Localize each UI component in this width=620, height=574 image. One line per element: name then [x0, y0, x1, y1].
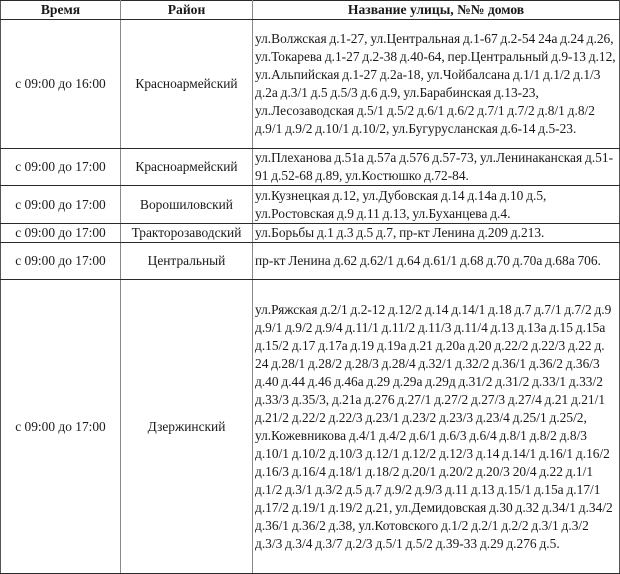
- district-cell: Ворошиловский: [121, 186, 253, 224]
- streets-cell: ул.Кузнецкая д.12, ул.Дубовская д.14 д.14а д.10 д.5, ул.Ростовская д.9 д.11 д.13, ул.Буханцева д.4.: [253, 186, 620, 224]
- column-header-streets: Название улицы, №№ домов: [253, 1, 620, 20]
- time-cell: с 09:00 до 17:00: [1, 280, 121, 574]
- streets-cell: пр-кт Ленина д.62 д.62/1 д.64 д.61/1 д.68 д.70 д.70а д.68а 706.: [253, 243, 620, 280]
- time-cell: с 09:00 до 17:00: [1, 149, 121, 186]
- district-cell: Тракторозаводский: [121, 224, 253, 243]
- district-cell: Красноармейский: [121, 149, 253, 186]
- district-cell: Центральный: [121, 243, 253, 280]
- time-cell: с 09:00 до 17:00: [1, 243, 121, 280]
- table-row: [1, 243, 620, 280]
- streets-cell: ул.Волжская д.1-27, ул.Центральная д.1-67 д.2-54 24а д.24 д.26, ул.Токарева д.1-27 д.2-38 д.40-64, пер.Центральный д.9-13 д.12, ул.Альпийская д.1-27 д.2а-18, ул.Чойбалсана д.1/1 д.1/2 д.1/3 д.2а д.3/1 д.5 д.5/3 д.6 д.9, ул.Барабинская д.13-23, ул.Лесозаводская д.5/1 д.5/2 д.6/1 д.6/2 д.7/1 д.7/2 д.8/1 д.8/2 д.9/1 д.9/2 д.10/1 д.10/2, ул.Бугурусланская д.6-14 д.5-23.: [253, 20, 620, 149]
- table-header-row: [1, 1, 620, 20]
- streets-cell: ул.Плеханова д.51а д.57а д.576 д.57-73, ул.Ленинаканская д.51-91 д.52-68 д.89, ул.Костюшко д.72-84.: [253, 149, 620, 186]
- table-row: [1, 186, 620, 224]
- time-cell: с 09:00 до 16:00: [1, 20, 121, 149]
- time-cell: с 09:00 до 17:00: [1, 186, 121, 224]
- table-row: [1, 149, 620, 186]
- table-row: [1, 20, 620, 149]
- district-cell: Дзержинский: [121, 280, 253, 574]
- column-header-district: Район: [121, 1, 253, 20]
- time-cell: с 09:00 до 17:00: [1, 224, 121, 243]
- column-header-time: Время: [1, 1, 121, 20]
- streets-cell: ул.Борьбы д.1 д.3 д.5 д.7, пр-кт Ленина д.209 д.213.: [253, 224, 620, 243]
- district-cell: Красноармейский: [121, 20, 253, 149]
- streets-cell: ул.Ряжская д.2/1 д.2-12 д.12/2 д.14 д.14/1 д.18 д.7 д.7/1 д.7/2 д.9 д.9/1 д.9/2 д.9/4 д.11/1 д.11/2 д.11/3 д.11/4 д.13 д.13а д.15 д.15а д.15/2 д.17 д.17а д.19 д.19а д.21 д.20а д.20 д.22/2 д.22/3 д.22 д. 24 д.28/1 д.28/2 д.28/3 д.28/4 д.32/1 д.32/2 д.36/1 д.36/2 д.36/3 д.40 д.44 д.46 д.46а д.29 д.29а д.29д д.31/2 д.31/2 д.33/1 д.33/2 д.33/3 д.35/3, д.21а д.276 д.27/1 д.27/2 д.27/3 д.27/4 д.21 д.21/1 д.21/2 д.22/2 д.22/3 д.23/1 д.23/2 д.23/3 д.23/4 д.25/1 д.25/2, ул.Кожевникова д.4/1 д.4/2 д.6/1 д.6/3 д.6/4 д.8/1 д.8/2 д.8/3 д.10/1 д.10/2 д.10/3 д.12/1 д.12/2 д.12/3 д.14 д.14/1 д.16/1 д.16/2 д.16/3 д.16/4 д.18/1 д.18/2 д.20/1 д.20/2 д.20/3 20/4 д.22 д.1/1 д.1/2 д.3/1 д.3/2 д.5 д.7 д.9/2 д.9/3 д.11 д.13 д.15/1 д.15а д.17/1 д.17/2 д.19/1 д.19/2 д.21, ул.Демидовская д.30 д.32 д.34/1 д.34/2 д.36/1 д.36/2 д.38, ул.Котовского д.1/2 д.2/1 д.2/2 д.3/1 д.3/2 д.3/3 д.3/4 д.3/7 д.2/3 д.5/1 д.5/2 д.39-33 д.29 д.276 д.5.: [253, 280, 620, 574]
- table-row: [1, 280, 620, 574]
- table-row: [1, 224, 620, 243]
